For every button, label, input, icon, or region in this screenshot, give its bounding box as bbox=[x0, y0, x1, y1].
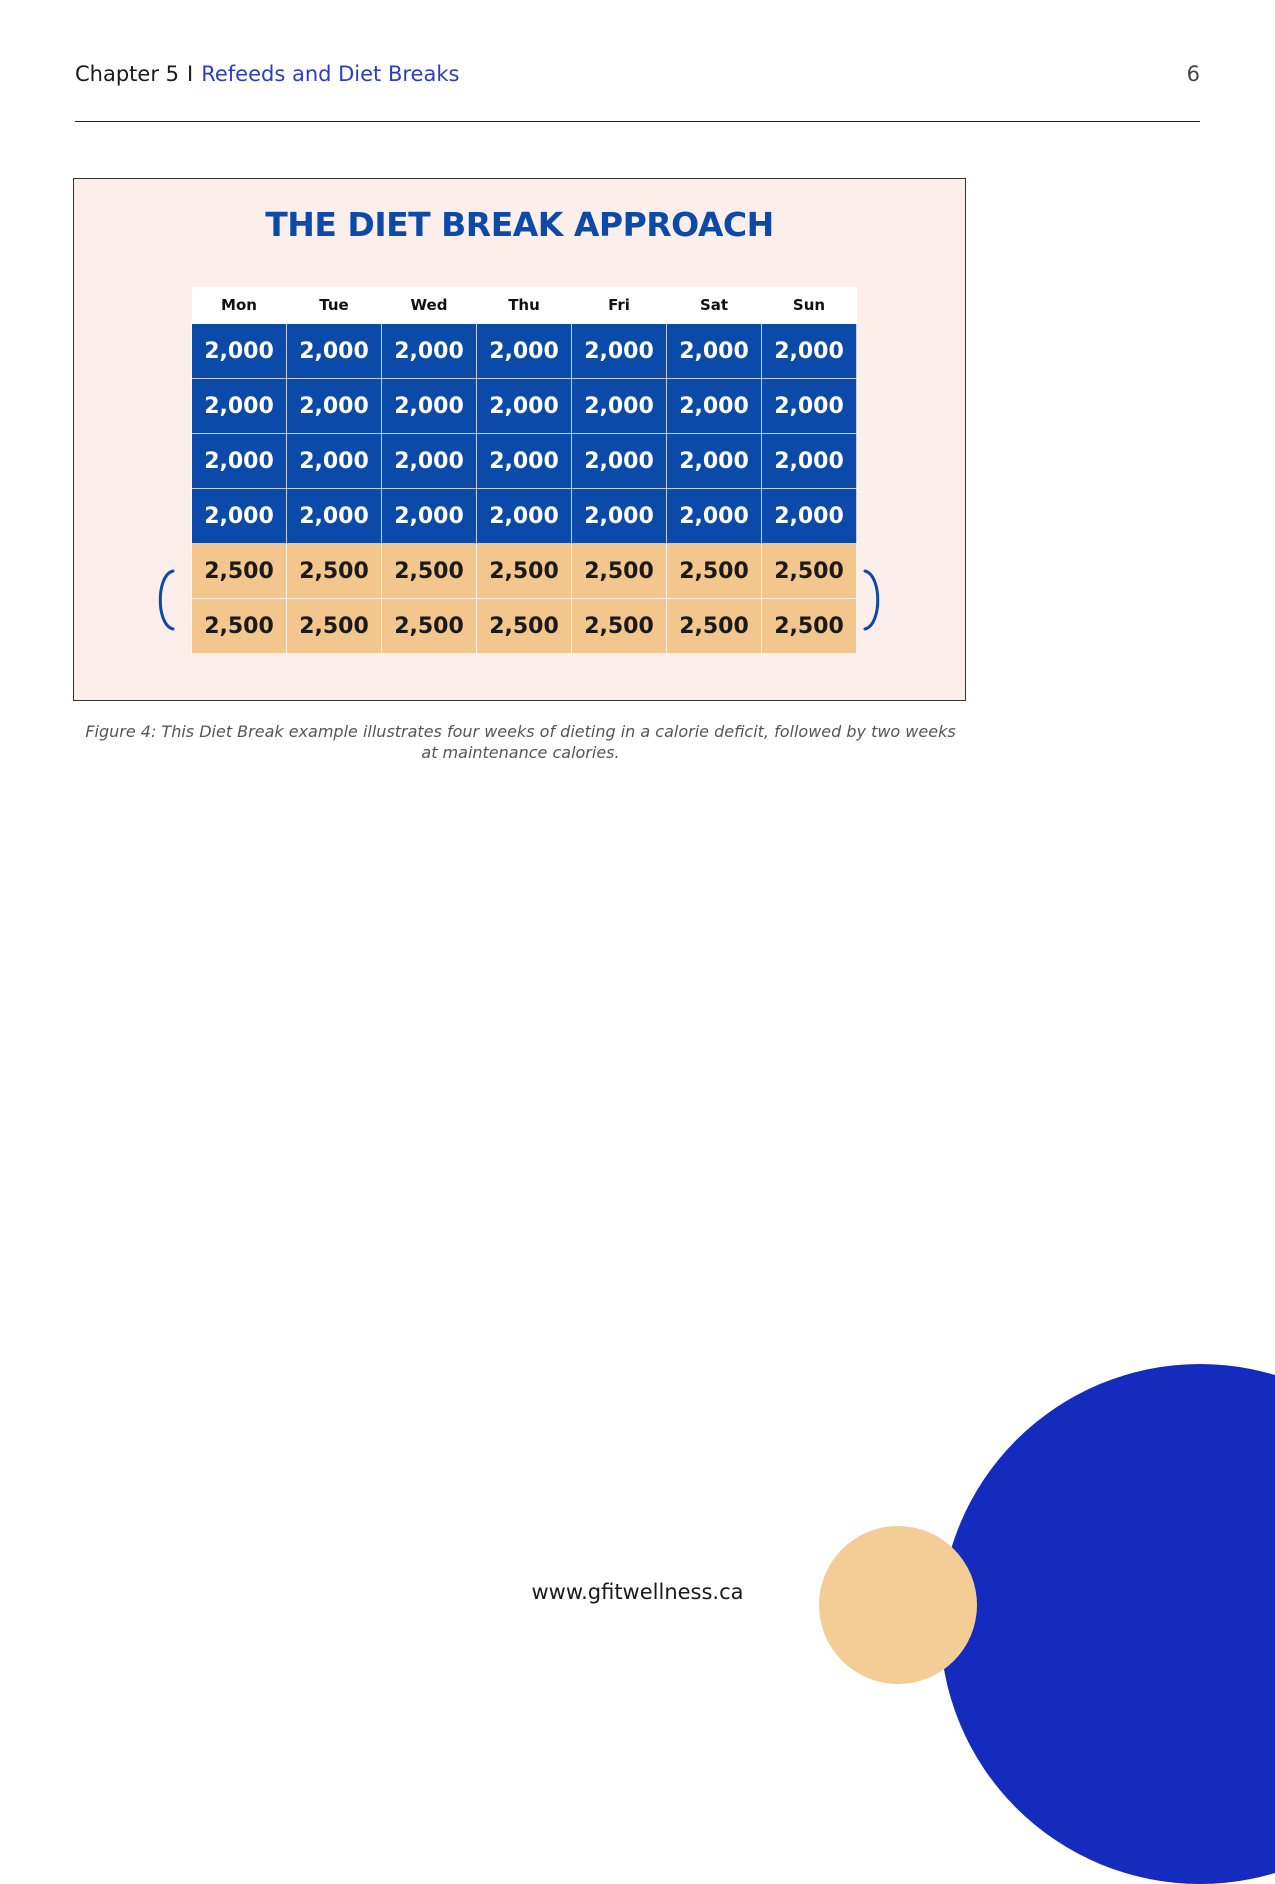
calorie-cell: 2,500 bbox=[382, 599, 477, 654]
calorie-cell: 2,000 bbox=[572, 434, 667, 489]
header-separator: I bbox=[187, 62, 194, 86]
calorie-cell: 2,000 bbox=[667, 379, 762, 434]
calorie-cell: 2,500 bbox=[192, 544, 287, 599]
day-header: Tue bbox=[287, 287, 382, 324]
page-number: 6 bbox=[1186, 62, 1200, 86]
footer-url[interactable]: www.gfitwellness.ca bbox=[531, 1580, 744, 1604]
calorie-cell: 2,000 bbox=[572, 379, 667, 434]
calorie-cell: 2,500 bbox=[667, 599, 762, 654]
day-header: Sun bbox=[762, 287, 857, 324]
calorie-cell: 2,000 bbox=[477, 434, 572, 489]
chapter-title: Refeeds and Diet Breaks bbox=[201, 62, 460, 86]
calorie-cell: 2,000 bbox=[382, 379, 477, 434]
day-header: Wed bbox=[382, 287, 477, 324]
left-bracket-icon bbox=[150, 569, 176, 631]
chapter-heading bbox=[75, 62, 459, 86]
day-header-row bbox=[192, 287, 857, 324]
week-row bbox=[192, 324, 857, 379]
calorie-cell: 2,000 bbox=[477, 324, 572, 379]
calorie-cell: 2,500 bbox=[477, 544, 572, 599]
week-row bbox=[192, 434, 857, 489]
calorie-cell: 2,000 bbox=[762, 324, 857, 379]
decorative-blue-circle bbox=[940, 1364, 1275, 1884]
calorie-cell: 2,000 bbox=[287, 434, 382, 489]
diet-break-figure bbox=[73, 178, 966, 701]
calorie-cell: 2,500 bbox=[667, 544, 762, 599]
calorie-cell: 2,500 bbox=[287, 544, 382, 599]
calorie-cell: 2,000 bbox=[382, 434, 477, 489]
week-row bbox=[192, 544, 857, 599]
calorie-cell: 2,000 bbox=[572, 324, 667, 379]
calorie-cell: 2,000 bbox=[287, 379, 382, 434]
decorative-tan-circle bbox=[819, 1526, 977, 1684]
header-divider bbox=[75, 121, 1200, 122]
calorie-cell: 2,000 bbox=[192, 434, 287, 489]
calorie-cell: 2,500 bbox=[572, 544, 667, 599]
calorie-cell: 2,000 bbox=[572, 489, 667, 544]
week-row bbox=[192, 379, 857, 434]
day-header: Mon bbox=[192, 287, 287, 324]
right-bracket-icon bbox=[862, 569, 888, 631]
week-rows bbox=[192, 324, 857, 654]
calorie-cell: 2,000 bbox=[287, 324, 382, 379]
calorie-cell: 2,000 bbox=[192, 379, 287, 434]
day-header: Sat bbox=[667, 287, 762, 324]
calorie-cell: 2,000 bbox=[667, 324, 762, 379]
calorie-cell: 2,000 bbox=[762, 489, 857, 544]
calorie-cell: 2,500 bbox=[572, 599, 667, 654]
page-header bbox=[75, 62, 1200, 92]
day-header: Thu bbox=[477, 287, 572, 324]
calorie-cell: 2,000 bbox=[287, 489, 382, 544]
calorie-cell: 2,000 bbox=[382, 489, 477, 544]
calorie-cell: 2,000 bbox=[192, 489, 287, 544]
calorie-cell: 2,000 bbox=[667, 434, 762, 489]
calorie-cell: 2,000 bbox=[762, 379, 857, 434]
figure-caption: Figure 4: This Diet Break example illustrates four weeks of dieting in a calorie deficit, followed by two weeks at maintenance calories. bbox=[85, 722, 956, 762]
calorie-cell: 2,500 bbox=[287, 599, 382, 654]
calorie-cell: 2,500 bbox=[192, 599, 287, 654]
week-row bbox=[192, 599, 857, 654]
chapter-label: Chapter 5 bbox=[75, 62, 179, 86]
calorie-cell: 2,000 bbox=[382, 324, 477, 379]
calorie-cell: 2,000 bbox=[477, 489, 572, 544]
calorie-cell: 2,000 bbox=[667, 489, 762, 544]
calorie-cell: 2,500 bbox=[382, 544, 477, 599]
calorie-cell: 2,500 bbox=[477, 599, 572, 654]
figure-title: THE DIET BREAK APPROACH bbox=[265, 205, 774, 244]
calorie-cell: 2,500 bbox=[762, 544, 857, 599]
calorie-cell: 2,000 bbox=[762, 434, 857, 489]
calorie-cell: 2,500 bbox=[762, 599, 857, 654]
calorie-cell: 2,000 bbox=[192, 324, 287, 379]
calorie-table bbox=[191, 287, 857, 654]
week-row bbox=[192, 489, 857, 544]
calorie-cell: 2,000 bbox=[477, 379, 572, 434]
day-header: Fri bbox=[572, 287, 667, 324]
